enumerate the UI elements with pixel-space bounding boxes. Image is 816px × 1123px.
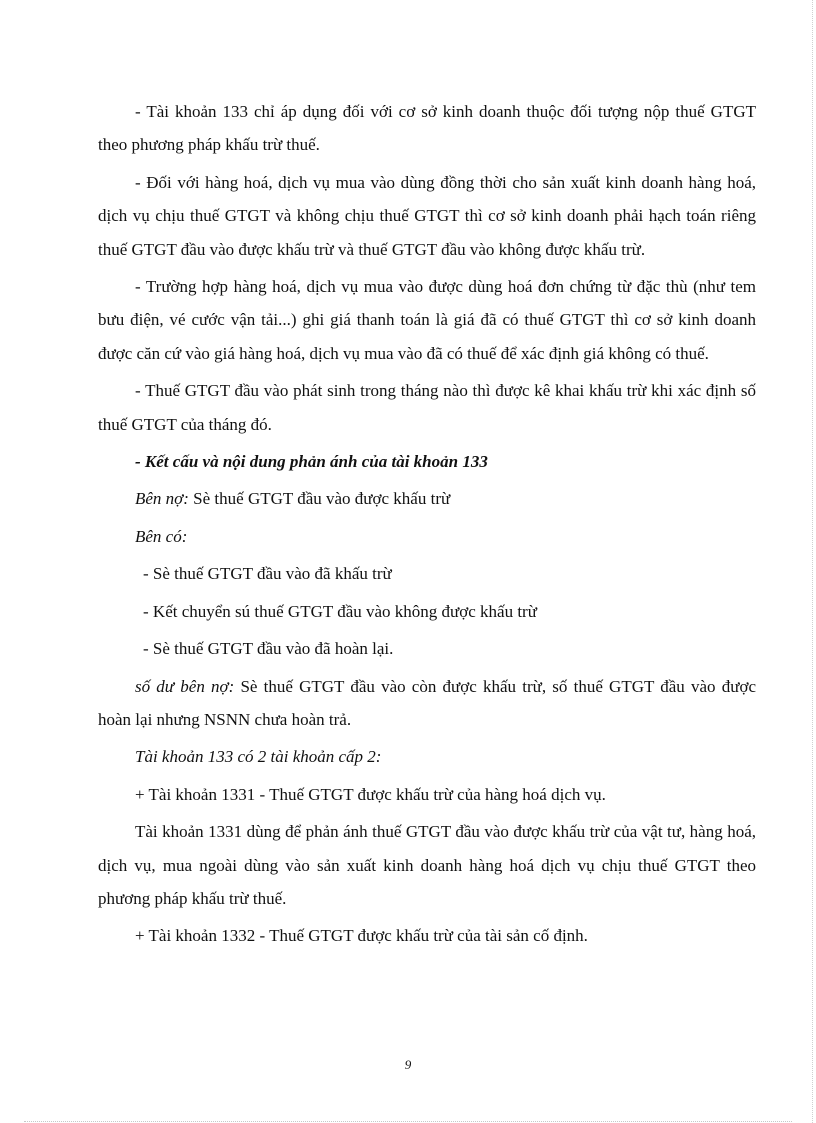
paragraph-scope: - Tài khoản 133 chỉ áp dụng đối với cơ sở kinh doanh thuộc đối tượng nộp thuế GTGT theo phương pháp khấu trừ thuế. bbox=[98, 102, 756, 155]
paragraph-mixed-use: - Đối với hàng hoá, dịch vụ mua vào dùng đồng thời cho sản xuất kinh doanh hàng hoá, dịch vụ chịu thuế GTGT và không chịu thuế GTGT thì cơ sở kinh doanh phải hạch toán riêng thuế GTGT đầu vào được khấu trừ và thuế GTGT đầu vào không được khấu trừ. bbox=[98, 172, 756, 259]
credit-item: - Kết chuyển sú thuế GTGT đầu vào không được khấu trừ bbox=[143, 601, 537, 621]
paragraph-special-invoices: - Trường hợp hàng hoá, dịch vụ mua vào được dùng hoá đơn chứng từ đặc thù (như tem bưu điện, vé cước vận tải...) ghi giá thanh toán là giá đã có thuế GTGT thì cơ sở kinh doanh được căn cứ vào giá hàng hoá, dịch vụ mua vào đã có thuế để xác định giá không có thuế. bbox=[98, 277, 756, 363]
sub-accounts-heading: Tài khoản 133 có 2 tài khoản cấp 2: bbox=[135, 747, 382, 767]
footer-divider bbox=[24, 1121, 792, 1122]
balance-label: số dư bên nợ: bbox=[135, 676, 235, 696]
page-body bbox=[98, 95, 756, 957]
debit-line bbox=[98, 482, 756, 515]
credit-item: - Sè thuế GTGT đầu vào đã khấu trừ bbox=[143, 564, 392, 584]
credit-item: - Sè thuế GTGT đầu vào đã hoàn lại. bbox=[143, 639, 394, 659]
balance-paragraph bbox=[98, 670, 756, 737]
structure-heading: - Kết cấu và nội dung phản ánh của tài khoản 133 bbox=[135, 452, 488, 472]
debit-text: Sè thuế GTGT đầu vào được khấu trừ bbox=[188, 489, 451, 509]
balance-text: Sè thuế GTGT đầu vào còn được khấu trừ, số thuế GTGT đầu vào được hoàn lại nhưng NSNN chưa hoàn trả. bbox=[98, 676, 756, 729]
credit-label: Bên có: bbox=[135, 526, 188, 546]
account-1331-description: Tài khoản 1331 dùng để phản ánh thuế GTGT đầu vào được khấu trừ của vật tư, hàng hoá, dịch vụ, mua ngoài dùng vào sản xuất kinh doanh hàng hoá dịch vụ chịu thuế GTGT theo phương pháp khấu trừ thuế. bbox=[98, 822, 756, 908]
right-margin-divider bbox=[812, 0, 813, 1123]
account-1331-title: + Tài khoản 1331 - Thuế GTGT được khấu trừ của hàng hoá dịch vụ. bbox=[135, 784, 606, 804]
debit-label: Bên nợ: bbox=[135, 489, 189, 509]
account-1332-title: + Tài khoản 1332 - Thuế GTGT được khấu trừ của tài sản cố định. bbox=[135, 926, 588, 946]
paragraph-declaration: - Thuế GTGT đầu vào phát sinh trong tháng nào thì được kê khai khấu trừ khi xác định số thuế GTGT của tháng đó. bbox=[98, 381, 756, 434]
page-number: 9 bbox=[404, 1057, 412, 1072]
